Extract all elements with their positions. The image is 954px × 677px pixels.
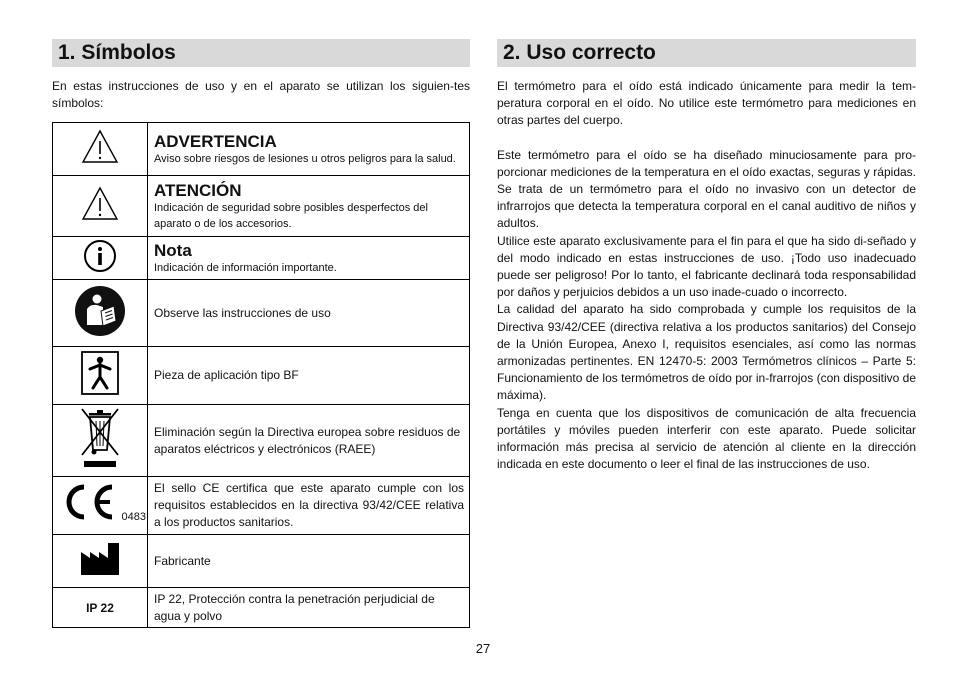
symbol-description: Indicación de seguridad sobre posibles desperfectos del aparato o de los accesorios.	[154, 201, 428, 230]
paragraph: La calidad del aparato ha sido comprobada y cumple los requisitos de la Directiva 93/42/CEE (directiva relativa a los productos sanitarios) del Consejo de la Unión Europea, Anexo I, requisitos esenciales, así como las normas armonizadas pertinentes. EN 12470-5: 2003 Termómetros clínicos – Parte 5: Funcionamiento de los termómetros de oído por in-frarrojos (con dispositivo de máxima).	[497, 302, 916, 403]
info-circle-icon	[83, 239, 117, 273]
read-instructions-icon	[74, 285, 126, 337]
ce-mark	[60, 479, 146, 527]
symbol-row-advertencia	[53, 123, 470, 176]
symbol-description: IP 22, Protección contra la penetración perjudicial de agua y polvo	[148, 588, 470, 628]
paragraph: Utilice este aparato exclusivamente para el fin para el que ha sido di-señado y del modo indicado en estas instrucciones de uso. ¡Todo uso inadecuado puede ser peligroso! Por lo tanto, el fabricante declinará toda responsabilidad por daños y perjuicios debidos a un uso inade-cuado o incorrecto.	[497, 233, 916, 300]
page-number: 27	[475, 641, 491, 656]
symbol-row-nota	[53, 237, 470, 280]
manufacturer-icon	[80, 542, 120, 576]
symbol-row-atencion	[53, 176, 470, 237]
symbol-description: Aviso sobre riesgos de lesiones u otros peligros para la salud.	[154, 152, 456, 165]
symbol-row-instructions	[53, 280, 470, 347]
intended-use-section	[497, 39, 916, 473]
paragraph: El termómetro para el oído está indicado únicamente para medir la tem-peratura corporal en el oído. No utilice este termómetro para mediciones en otras partes del cuerpo.	[497, 79, 916, 128]
symbol-description: Eliminación según la Directiva europea sobre residuos de aparatos eléctricos y electrónicos (RAEE)	[148, 405, 470, 477]
symbols-section	[52, 39, 470, 628]
symbol-title: Nota	[154, 240, 192, 260]
weee-crossed-bin-icon	[78, 406, 122, 470]
intended-use-heading: 2. Uso correcto	[497, 39, 916, 67]
paragraph: Tenga en cuenta que los dispositivos de comunicación de alta frecuencia portátiles y móviles pueden interferir con este aparato. Puede solicitar información más precisa al servicio de atención al cliente en la dirección indicada en este documento o leer el final de las instrucciones de uso.	[497, 405, 916, 472]
symbol-description: Indicación de información importante.	[154, 261, 337, 274]
symbols-heading: 1. Símbolos	[52, 39, 470, 67]
symbol-description: Pieza de aplicación tipo BF	[148, 347, 470, 405]
symbol-row-weee	[53, 405, 470, 477]
symbol-title: ATENCIÓN	[154, 180, 242, 200]
symbols-intro: En estas instrucciones de uso y en el aparato se utilizan los siguien-tes símbolos:	[52, 79, 470, 110]
ip-rating-label: IP 22	[86, 600, 114, 615]
symbols-table	[52, 122, 470, 628]
ce-mark-icon	[60, 481, 120, 523]
paragraph: Este termómetro para el oído se ha diseñado minuciosamente para pro-porcionar mediciones de la temperatura en el oído exactas, seguras y rápidas. Se trata de un termómetro para el oído no invasivo con un detector de infrarrojos que detecta la temperatura corporal en el canal auditivo de niños y adultos.	[497, 147, 916, 231]
warning-triangle-icon	[81, 186, 119, 222]
symbol-row-ce	[53, 477, 470, 535]
symbol-description: Fabricante	[148, 535, 470, 588]
symbol-description: El sello CE certifica que este aparato cumple con los requisitos establecidos en la directiva 93/42/CEE relativa a los productos sanitarios.	[148, 477, 470, 535]
symbol-description: Observe las instrucciones de uso	[148, 280, 470, 347]
notified-body-code: 0483	[121, 511, 146, 523]
symbol-row-ip22	[53, 588, 470, 628]
bf-applied-part-icon	[80, 350, 120, 396]
warning-triangle-icon	[81, 129, 119, 165]
symbol-title: ADVERTENCIA	[154, 131, 277, 151]
intended-use-body	[497, 78, 916, 473]
symbol-row-bf	[53, 347, 470, 405]
symbol-row-manufacturer	[53, 535, 470, 588]
